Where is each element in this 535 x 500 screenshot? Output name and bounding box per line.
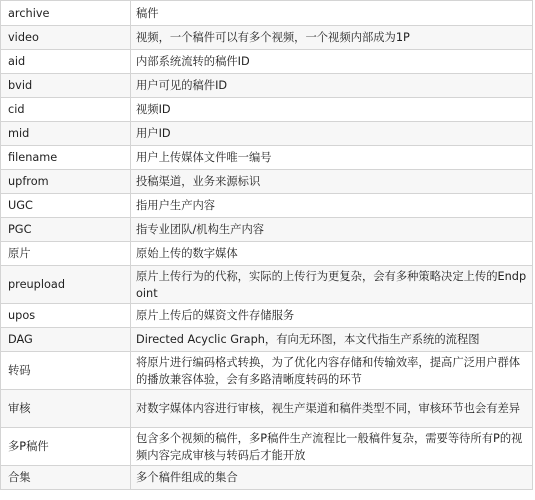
definition-cell: 用户可见的稿件ID (131, 74, 533, 98)
table-row (1, 146, 533, 170)
table-row (1, 466, 533, 490)
definition-cell: 指用户生产内容 (131, 194, 533, 218)
definition-cell: 原始上传的数字媒体 (131, 242, 533, 266)
table-row (1, 352, 533, 390)
term-cell: cid (1, 98, 131, 122)
term-cell: 多P稿件 (1, 428, 131, 466)
definition-cell: 用户上传媒体文件唯一编号 (131, 146, 533, 170)
definition-cell: 视频，一个稿件可以有多个视频，一个视频内部成为1P (131, 26, 533, 50)
table-row (1, 242, 533, 266)
table-row (1, 170, 533, 194)
definition-cell: 内部系统流转的稿件ID (131, 50, 533, 74)
table-row (1, 122, 533, 146)
table-row (1, 26, 533, 50)
term-cell: filename (1, 146, 131, 170)
definition-cell: 包含多个视频的稿件，多P稿件生产流程比一般稿件复杂，需要等待所有P的视频内容完成审核与转码后才能开放 (131, 428, 533, 466)
definition-cell: 视频ID (131, 98, 533, 122)
term-cell: preupload (1, 266, 131, 304)
term-cell: 转码 (1, 352, 131, 390)
definition-cell: 对数字媒体内容进行审核，视生产渠道和稿件类型不同，审核环节也会有差异 (131, 390, 533, 428)
term-cell: 原片 (1, 242, 131, 266)
definition-cell: 指专业团队/机构生产内容 (131, 218, 533, 242)
definition-cell: 稿件 (131, 1, 533, 26)
table-row (1, 428, 533, 466)
term-cell: aid (1, 50, 131, 74)
table-row (1, 328, 533, 352)
table-row (1, 74, 533, 98)
term-cell: bvid (1, 74, 131, 98)
table-row (1, 50, 533, 74)
definition-cell: 原片上传后的媒资文件存储服务 (131, 304, 533, 328)
term-cell: 合集 (1, 466, 131, 490)
table-row (1, 390, 533, 428)
term-cell: upfrom (1, 170, 131, 194)
definition-cell: 将原片进行编码格式转换，为了优化内容存储和传输效率，提高广泛用户群体的播放兼容体验，会有多路清晰度转码的环节 (131, 352, 533, 390)
term-cell: PGC (1, 218, 131, 242)
definition-cell: 投稿渠道，业务来源标识 (131, 170, 533, 194)
definition-cell: 用户ID (131, 122, 533, 146)
term-cell: DAG (1, 328, 131, 352)
definition-cell: Directed Acyclic Graph，有向无环图，本文代指生产系统的流程图 (131, 328, 533, 352)
definition-cell: 原片上传行为的代称，实际的上传行为更复杂，会有多种策略决定上传的Endpoint (131, 266, 533, 304)
table-row (1, 194, 533, 218)
table-row (1, 266, 533, 304)
term-cell: upos (1, 304, 131, 328)
term-cell: archive (1, 1, 131, 26)
table-row (1, 98, 533, 122)
table-row (1, 218, 533, 242)
term-cell: UGC (1, 194, 131, 218)
term-cell: video (1, 26, 131, 50)
term-cell: 审核 (1, 390, 131, 428)
table-row (1, 1, 533, 26)
definition-cell: 多个稿件组成的集合 (131, 466, 533, 490)
table-row (1, 304, 533, 328)
term-cell: mid (1, 122, 131, 146)
